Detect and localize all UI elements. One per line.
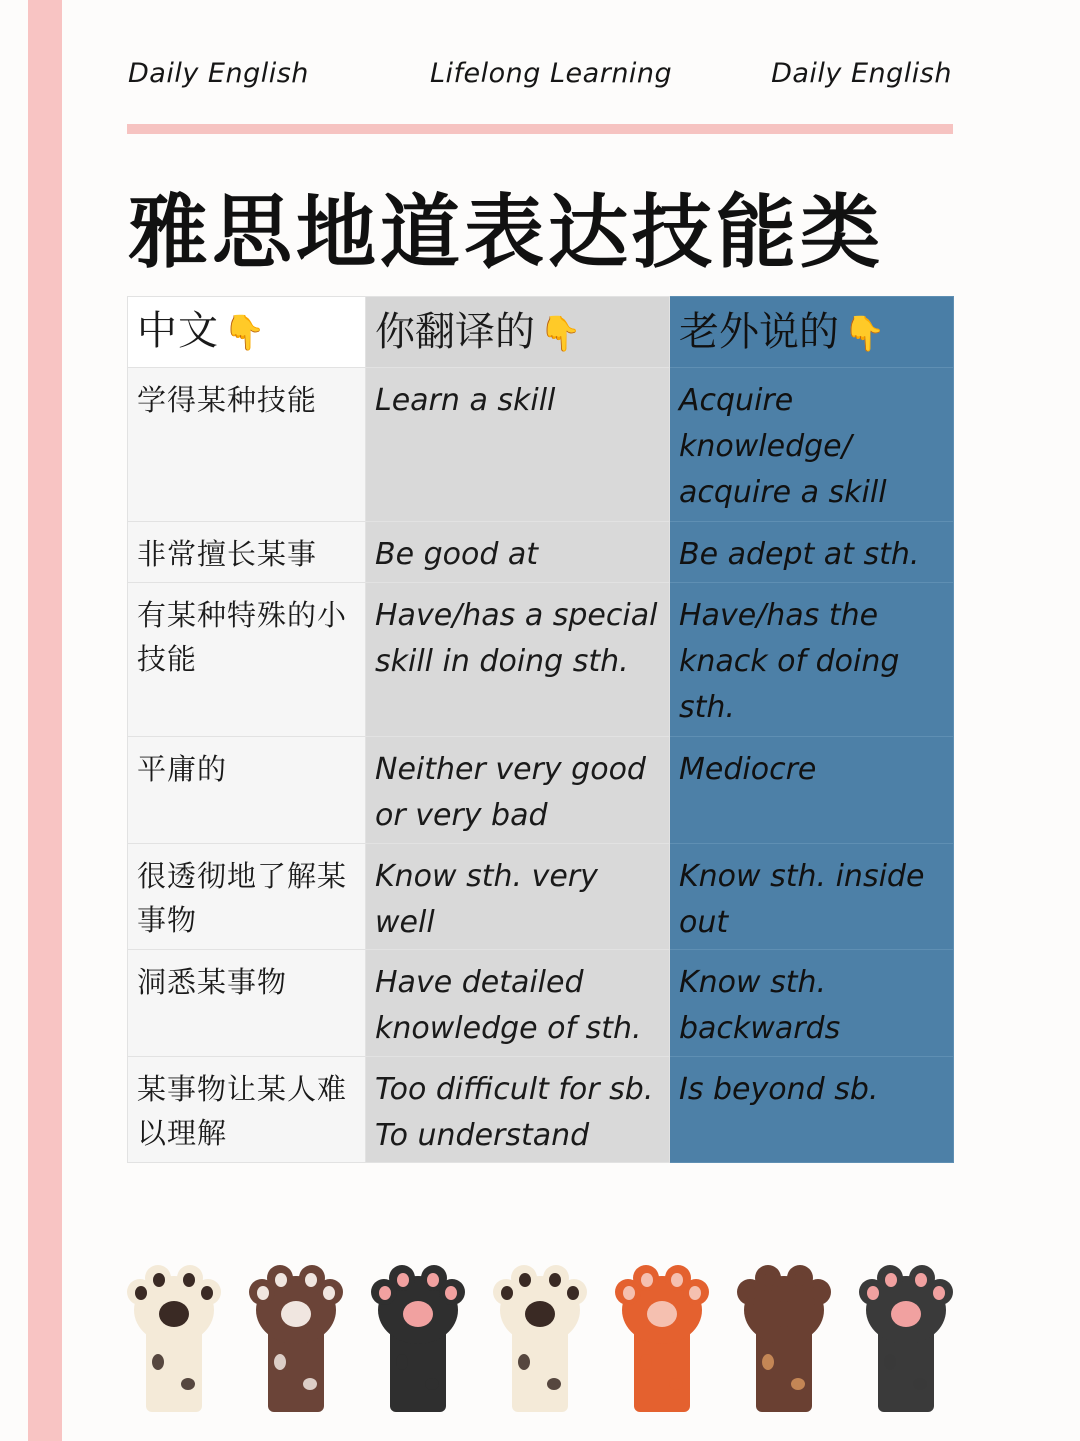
table-row — [128, 583, 954, 737]
cell-native-expression: Know sth. inside out — [670, 844, 954, 950]
cell-chinese: 洞悉某事物 — [128, 950, 366, 1057]
tan-brown-paw-icon — [734, 1262, 834, 1412]
cell-your-translation: Learn a skill — [366, 368, 670, 522]
page-header — [128, 58, 952, 102]
column-header-native-speaker: 老外说的 👇 — [670, 297, 954, 368]
cell-your-translation: Too difficult for sb. To understand — [366, 1057, 670, 1163]
cell-your-translation: Neither very good or very bad — [366, 737, 670, 844]
header-center-text: Lifelong Learning — [430, 58, 673, 89]
cell-your-translation: Have detailed knowledge of sth. — [366, 950, 670, 1057]
header-divider — [127, 124, 953, 134]
header-right-text: Daily English — [771, 58, 952, 89]
orange-fluffy-paw-icon — [612, 1262, 712, 1412]
table-row — [128, 368, 954, 522]
cell-your-translation: Know sth. very well — [366, 844, 670, 950]
cell-native-expression: Be adept at sth. — [670, 522, 954, 583]
pointing-down-icon: 👇 — [843, 314, 886, 354]
pointing-down-icon: 👇 — [223, 313, 267, 353]
brown-spotted-paw-icon — [246, 1262, 346, 1412]
cat-paws-decoration — [120, 1262, 960, 1412]
cell-chinese: 很透彻地了解某事物 — [128, 844, 366, 950]
cell-chinese: 有某种特殊的小技能 — [128, 583, 366, 737]
phrase-table — [127, 296, 954, 1163]
side-bar — [28, 0, 62, 1441]
table-row — [128, 1057, 954, 1163]
header-left-text: Daily English — [128, 58, 309, 89]
cell-native-expression: Mediocre — [670, 737, 954, 844]
cell-chinese: 某事物让某人难以理解 — [128, 1057, 366, 1163]
black-fluffy-paw-icon — [368, 1262, 468, 1412]
cell-chinese: 非常擅长某事 — [128, 522, 366, 583]
table-row — [128, 737, 954, 844]
cell-your-translation: Have/has a special skill in doing sth. — [366, 583, 670, 737]
table-row — [128, 950, 954, 1057]
white-spotted-paw-2-icon — [490, 1262, 590, 1412]
table-header-row — [128, 297, 954, 368]
column-header-chinese: 中文 👇 — [128, 297, 366, 368]
table-row — [128, 522, 954, 583]
cell-native-expression: Is beyond sb. — [670, 1057, 954, 1163]
white-spotted-paw-1-icon — [124, 1262, 224, 1412]
column-header-your-translation: 你翻译的 👇 — [366, 297, 670, 368]
black-pink-paw-icon — [856, 1262, 956, 1412]
cell-chinese: 平庸的 — [128, 737, 366, 844]
cell-chinese: 学得某种技能 — [128, 368, 366, 522]
cell-native-expression: Acquire knowledge/ acquire a skill — [670, 368, 954, 522]
cell-your-translation: Be good at — [366, 522, 670, 583]
cell-native-expression: Have/has the knack of doing sth. — [670, 583, 954, 737]
page-title: 雅思地道表达技能类 — [128, 186, 884, 279]
cell-native-expression: Know sth. backwards — [670, 950, 954, 1057]
pointing-down-icon: 👇 — [539, 314, 582, 354]
table-row — [128, 844, 954, 950]
